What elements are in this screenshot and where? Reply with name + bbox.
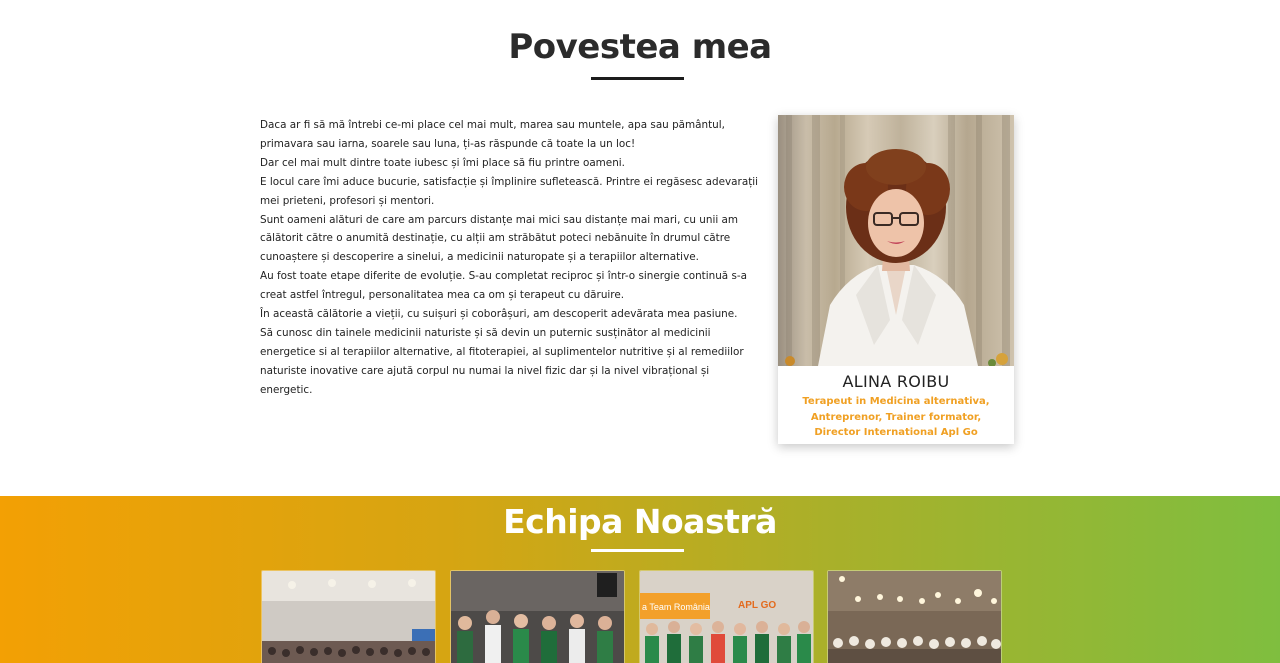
banner-logo-text: APL GO [738, 600, 777, 611]
profile-name: ALINA ROIBU [842, 372, 950, 391]
team-title-underline [591, 549, 684, 552]
story-paragraph: În această călătorie a vieții, cu suișuri și coborâșuri, am descoperit adevărata mea pasiune. [260, 308, 738, 321]
team-photo-1[interactable] [261, 570, 436, 663]
banner-text: a Team România [642, 602, 710, 612]
team-section [0, 496, 1280, 663]
team-title: Echipa Noastră [503, 502, 777, 541]
team-photo-3[interactable] [639, 570, 814, 663]
story-paragraph: Dar cel mai mult dintre toate iubesc și îmi place să fiu printre oameni. [260, 156, 625, 169]
story-title: Povestea mea [508, 27, 772, 67]
profile-photo [778, 115, 1014, 366]
story-paragraph: Sunt oameni alături de care am parcurs distanțe mai mici sau distanțe mai mari, cu unii am călătorit către o anumită destinație, cu alții am străbătut poteci nebănuite în drumul către cunoaștere și descoperire a sinelui, a medicinii naturopate și a terapiilor alternative. [260, 213, 739, 264]
profile-card [778, 115, 1014, 444]
story-title-underline [591, 77, 684, 80]
story-paragraph: Daca ar fi să mă întrebi ce-mi place cel mai mult, marea sau muntele, apa sau pământul, primavara sau iarna, soarele sau luna, ți-as răspunde că toate la un loc! [260, 119, 725, 150]
profile-role: Terapeut in Medicina alternativa, Antreprenor, Trainer formator, Director International Apl Go [802, 396, 990, 438]
story-paragraph: Să cunosc din tainele medicinii naturiste și să devin un puternic susținător al medicinii energetice si al terapiilor alternative, al fitoterapiei, al suplimentelor nutritive și al remediilor naturiste inovative care ajută corpul nu numai la nivel fizic dar și la nivel vibrațional și energetic. [260, 326, 744, 396]
team-photo-2[interactable] [450, 570, 625, 663]
story-paragraph: E locul care îmi aduce bucurie, satisfacție și împlinire sufletească. Printre ei regăsesc adevarații mei prieteni, profesori și mentori. [260, 175, 759, 207]
team-photo-4[interactable] [827, 570, 1002, 663]
story-text [260, 116, 760, 400]
story-paragraph: Au fost toate etape diferite de evoluție. S-au completat reciproc și într-o sinergie continuă s-a creat astfel întregul, personalitatea mea ca om și terapeut cu dăruire. [260, 270, 748, 302]
